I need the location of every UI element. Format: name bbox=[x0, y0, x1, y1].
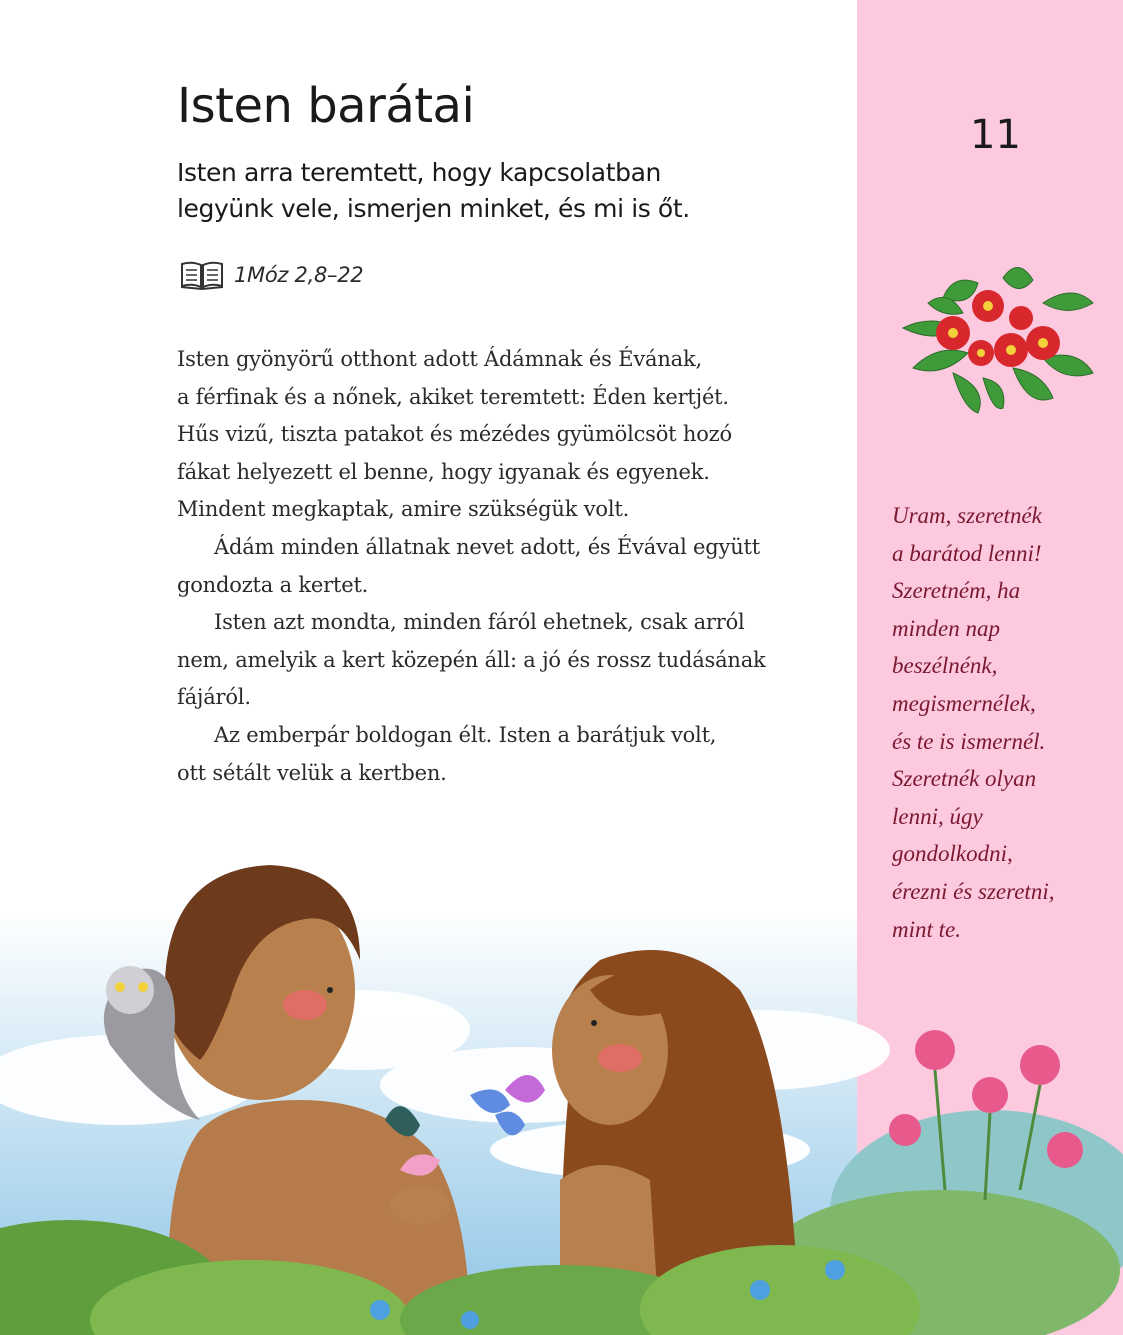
reference-text: 1Móz 2,8–22 bbox=[234, 263, 364, 287]
story-line: Ádám minden állatnak nevet adott, és Évával együtt bbox=[214, 534, 760, 559]
story-line: fákat helyezett el benne, hogy igyanak és egyenek. bbox=[177, 459, 710, 484]
lead-paragraph bbox=[177, 155, 690, 227]
prayer-line: Szeretném, ha bbox=[892, 578, 1021, 604]
prayer-line: minden nap bbox=[892, 615, 1000, 641]
prayer-line: Szeretnék olyan bbox=[892, 766, 1037, 792]
story-text bbox=[177, 341, 827, 792]
prayer-line: Uram, szeretnék bbox=[892, 503, 1042, 528]
story-line: nem, amelyik a kert közepén áll: a jó és rossz tudásának bbox=[177, 647, 766, 672]
bible-reference bbox=[180, 257, 363, 293]
prayer-line: gondolkodni, bbox=[892, 841, 1013, 867]
prayer-line: mint te. bbox=[892, 916, 961, 942]
page-title: Isten barátai bbox=[177, 78, 475, 134]
lead-line: Isten arra teremtett, hogy kapcsolatban bbox=[177, 158, 661, 187]
story-line: Mindent megkaptak, amire szükségük volt. bbox=[177, 497, 630, 522]
story-line: ott sétált velük a kertben. bbox=[177, 760, 447, 785]
prayer-line: a barátod lenni! bbox=[892, 540, 1042, 566]
story-line: fájáról. bbox=[177, 685, 251, 710]
story-line: gondozta a kertet. bbox=[177, 572, 369, 597]
story-line: Hűs vizű, tiszta patakot és mézédes gyümölcsöt hozó bbox=[177, 422, 732, 447]
prayer-line: érezni és szeretni, bbox=[892, 878, 1055, 904]
prayer-line: lenni, úgy bbox=[892, 803, 983, 829]
story-line: a férfinak és a nőnek, akiket teremtett: Éden kertjét. bbox=[177, 384, 729, 409]
lead-line: legyünk vele, ismerjen minket, és mi is őt. bbox=[177, 194, 690, 223]
flower-bouquet-illustration bbox=[893, 258, 1103, 418]
prayer-line: és te is ismernél. bbox=[892, 728, 1046, 754]
story-line: Isten azt mondta, minden fáról ehetnek, csak arról bbox=[214, 610, 745, 635]
page-number: 11 bbox=[970, 112, 1021, 158]
open-book-icon bbox=[180, 260, 224, 290]
prayer-line: megismernélek, bbox=[892, 690, 1036, 716]
story-line: Az emberpár boldogan élt. Isten a barátjuk volt, bbox=[214, 722, 717, 747]
garden-illustration bbox=[0, 850, 1123, 1335]
story-line: Isten gyönyörű otthont adott Ádámnak és Évának, bbox=[177, 347, 702, 371]
prayer-line: beszélnénk, bbox=[892, 653, 998, 679]
